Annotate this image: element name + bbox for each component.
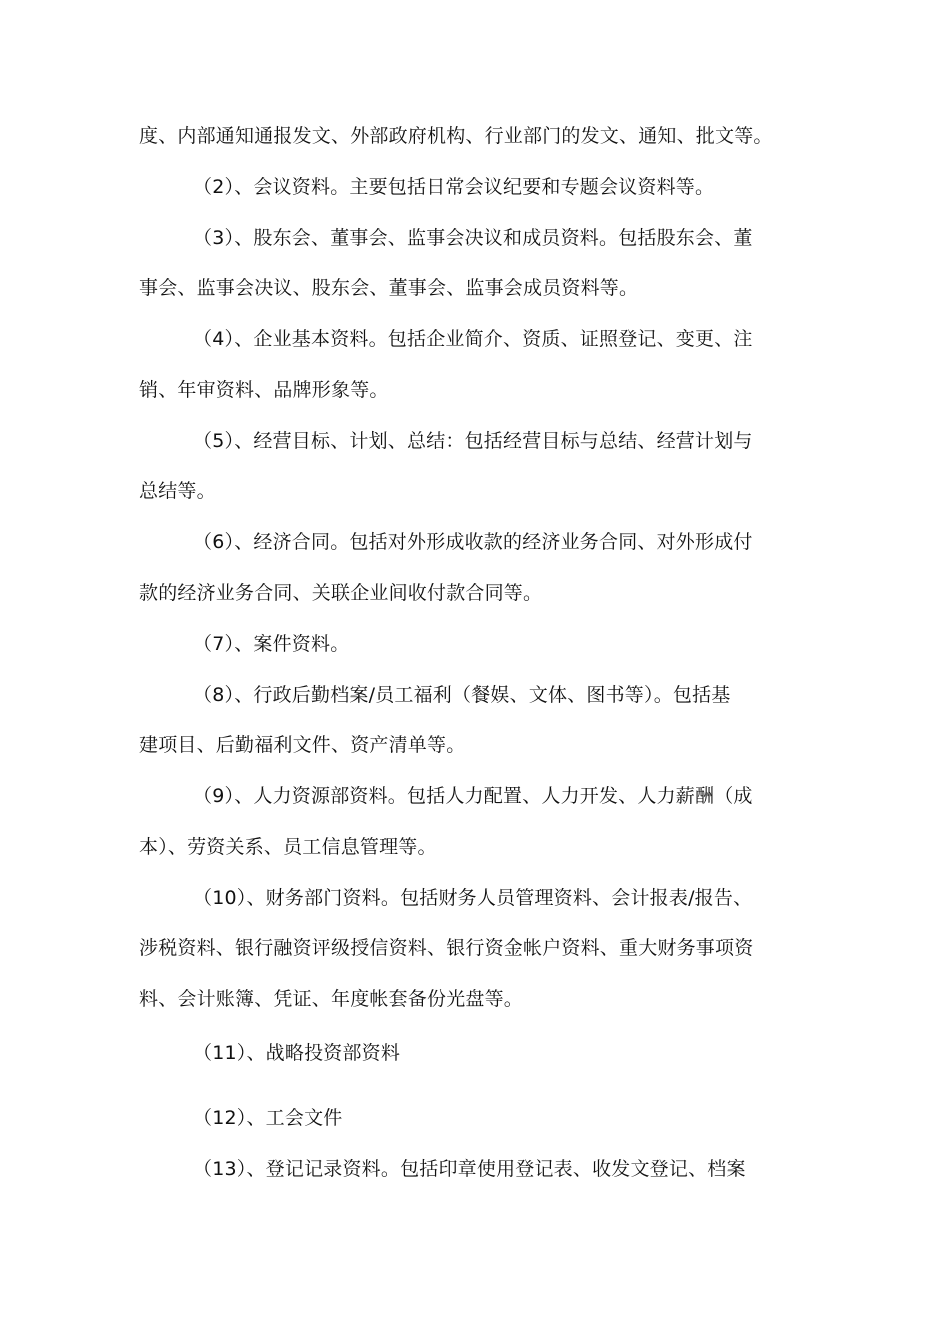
text-line: 涉税资料、银行融资评级授信资料、银行资金帐户资料、重大财务事项资 [139, 937, 754, 959]
text-line: （6）、经济合同。包括对外形成收款的经济业务合同、对外形成付 [193, 531, 753, 553]
text-line: （3）、股东会、董事会、监事会决议和成员资料。包括股东会、董 [193, 227, 753, 249]
text-line: 料、会计账簿、凭证、年度帐套备份光盘等。 [139, 988, 524, 1010]
text-line: 销、年审资料、品牌形象等。 [139, 379, 389, 401]
text-line: （10）、财务部门资料。包括财务人员管理资料、会计报表/报告、 [193, 887, 753, 909]
text-line: （8）、行政后勤档案/员工福利（餐娱、文体、图书等）。包括基 [193, 684, 731, 706]
text-line: 事会、监事会决议、股东会、董事会、监事会成员资料等。 [139, 277, 639, 299]
text-line: （12）、工会文件 [193, 1107, 343, 1129]
text-line: （13）、登记记录资料。包括印章使用登记表、收发文登记、档案 [193, 1158, 746, 1180]
text-line: 建项目、后勤福利文件、资产清单等。 [139, 734, 466, 756]
text-line: （5）、经营目标、计划、总结：包括经营目标与总结、经营计划与 [193, 430, 753, 452]
text-line: （11）、战略投资部资料 [193, 1042, 401, 1064]
text-line: （9）、人力资源部资料。包括人力配置、人力开发、人力薪酬（成 [193, 785, 753, 807]
text-line: 款的经济业务合同、关联企业间收付款合同等。 [139, 582, 543, 604]
text-line: （2）、会议资料。主要包括日常会议纪要和专题会议资料等。 [193, 176, 715, 198]
text-line: 度、内部通知通报发文、外部政府机构、行业部门的发文、通知、批文等。 [139, 125, 773, 147]
text-line: （7）、案件资料。 [193, 633, 350, 655]
text-line: 总结等。 [139, 480, 216, 502]
text-line: （4）、企业基本资料。包括企业简介、资质、证照登记、变更、注 [193, 328, 753, 350]
text-line: 本）、劳资关系、员工信息管理等。 [139, 836, 437, 858]
